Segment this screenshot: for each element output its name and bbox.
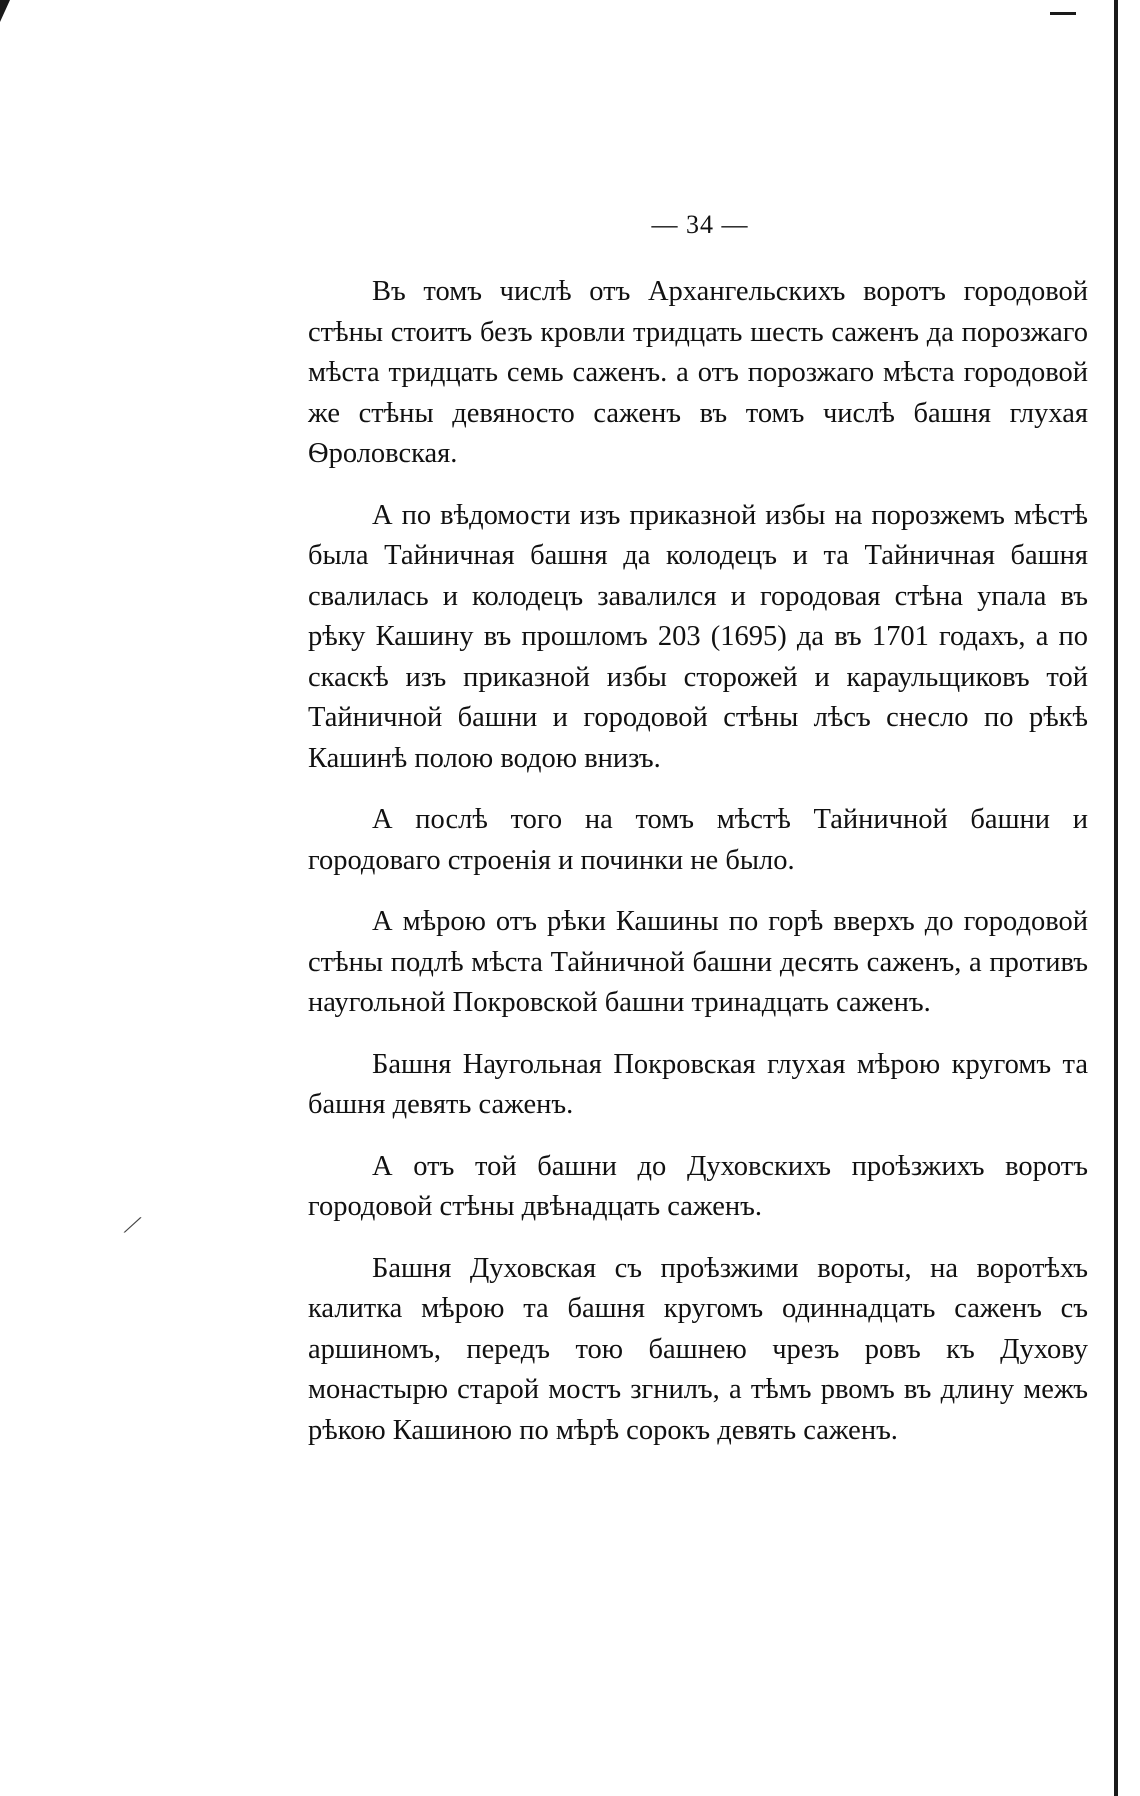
paragraph: А послѣ того на томъ мѣстѣ Тайничной башни и городоваго строенія и починки не было. (308, 804, 1088, 876)
body-text (308, 272, 1088, 1472)
top-scan-mark (1050, 0, 1076, 15)
corner-scan-mark (0, 0, 10, 22)
paragraph: А мѣрою отъ рѣки Кашины по горѣ вверхъ до городовой стѣны подлѣ мѣста Тайничной башни десять саженъ, а противъ наугольной Покровской башни тринадцать саженъ. (308, 906, 1088, 1018)
page-number: — 34 — (651, 210, 749, 239)
paragraph: Башня Духовская съ проѣзжими вороты, на воротѣхъ калитка мѣрою та башня кругомъ одиннадцать саженъ съ аршиномъ, передъ тою башнею чрезъ ровъ къ Духову монастырю старой мостъ згнилъ, а тѣмъ рвомъ въ длину межъ рѣкою Кашиною по мѣрѣ сорокъ девять саженъ. (308, 1252, 1088, 1446)
paragraph: А по вѣдомости изъ приказной избы на порозжемъ мѣстѣ была Тайничная башня да колодецъ и та Тайничная башня свалилась и колодецъ завалился и городовая стѣна упала въ рѣку Кашину въ прошломъ 203 (1695) да въ 1701 годахъ, а по скаскѣ изъ приказной избы сторожей и караульщиковъ той Тайничной башни и городовой стѣны лѣсъ снесло по рѣкѣ Кашинѣ полою водою внизъ. (308, 499, 1088, 774)
paragraph: А отъ той башни до Духовскихъ проѣзжихъ воротъ городовой стѣны двѣнадцать саженъ. (308, 1150, 1088, 1222)
margin-pencil-mark: ⁄ (126, 1209, 138, 1242)
page-edge-line (1114, 0, 1118, 1796)
paragraph: Въ томъ числѣ отъ Архангельскихъ воротъ городовой стѣны стоитъ безъ кровли тридцать шесть саженъ да порозжаго мѣста тридцать семь саженъ. а отъ порозжаго мѣста городовой же стѣны девяносто саженъ въ томъ числѣ башня глухая Ѳроловская. (308, 276, 1088, 469)
paragraph: Башня Наугольная Покровская глухая мѣрою кругомъ та башня девять саженъ. (308, 1048, 1088, 1120)
